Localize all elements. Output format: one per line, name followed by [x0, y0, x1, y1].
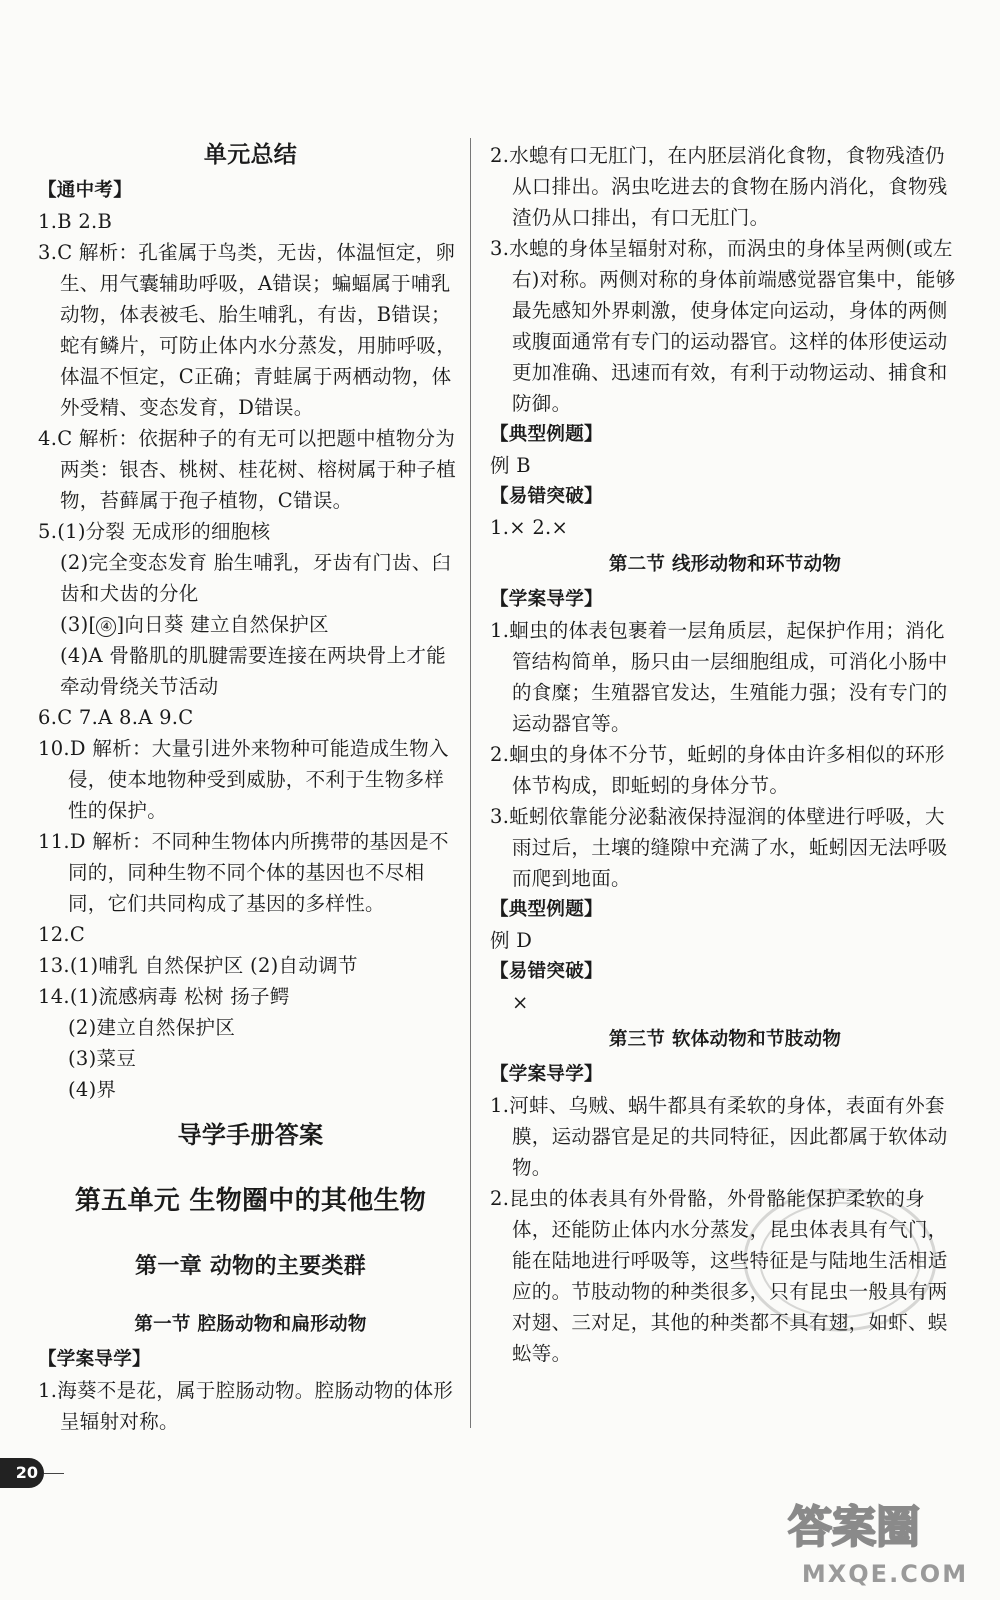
- s2-answer-1: 1.蛔虫的体表包裹着一层角质层，起保护作用；消化管结构简单，肠只由一层细胞组成，可消化小肠中的食糜；生殖器官发达，生殖能力强；没有专门的运动器官等。: [490, 619, 948, 735]
- tag-xuean-3: 【学案导学】: [490, 1064, 603, 1085]
- stamp-watermark-icon: [740, 1180, 940, 1340]
- example-2: 例 D: [490, 929, 533, 952]
- yicuo-answers-2: ×: [512, 991, 529, 1014]
- answer-q5-1: 5.(1)分裂 无成形的细胞核: [38, 520, 271, 543]
- tag-tongzhongkao: 【通中考】: [38, 180, 133, 201]
- left-column: [38, 140, 463, 1437]
- answer-q14-3: (3)菜豆: [68, 1047, 137, 1070]
- s1-answer-2: 2.水螅有口无肛门，在内胚层消化食物，食物残渣仍从口排出。涡虫吃进去的食物在肠内消化，食物残渣仍从口排出，有口无肛门。: [490, 144, 948, 229]
- tag-yicuo-2: 【易错突破】: [490, 961, 603, 982]
- yicuo-answers-1: 1.× 2.×: [490, 516, 569, 539]
- page-number-rule: [44, 1473, 64, 1474]
- answer-q14-4: (4)界: [68, 1078, 117, 1101]
- tag-yicuo-1: 【易错突破】: [490, 486, 603, 507]
- s3-answer-1: 1.河蚌、乌贼、蜗牛都具有柔软的身体，表面有外套膜，运动器官是足的共同特征，因此都属于软体动物。: [490, 1094, 948, 1179]
- watermark-logo-text: 答案圈: [788, 1502, 920, 1553]
- tag-dianxing-1: 【典型例题】: [490, 424, 603, 445]
- answer-line: 1.B 2.B: [38, 210, 113, 233]
- s2-answer-3: 3.蚯蚓依靠能分泌黏液保持湿润的体壁进行呼吸，大雨过后，土壤的缝隙中充满了水，蚯蚓因无法呼吸而爬到地面。: [490, 805, 948, 890]
- s1-answer-3: 3.水螅的身体呈辐射对称，而涡虫的身体呈两侧(或左右)对称。两侧对称的身体前端感觉器官集中，能够最先感知外界刺激，使身体定向运动，身体的两侧或腹面通常有专门的运动器官。这样的体形使运动更加准确、迅速而有效，有利于动物运动、捕食和防御。: [490, 237, 956, 415]
- watermark-text: MXQE.COM: [801, 1560, 969, 1588]
- tag-dianxing-2: 【典型例题】: [490, 899, 603, 920]
- answer-q11: 11.D 解析：不同种生物体内所携带的基因是不同的，同种生物不同个体的基因也不尽相同，它们共同构成了基因的多样性。: [38, 830, 449, 915]
- site-watermark: [780, 1490, 990, 1590]
- answer-q5-4: (4)A 骨骼肌的肌腱需要连接在两块骨上才能牵动骨绕关节活动: [60, 644, 447, 698]
- chapter1-title: 第一章 动物的主要类群: [135, 1254, 366, 1279]
- answer-q14-2: (2)建立自然保护区: [68, 1016, 236, 1039]
- answer-q12: 12.C: [38, 923, 86, 946]
- page-number: 20: [0, 1458, 44, 1488]
- circled-number: ④: [96, 617, 116, 637]
- section2-title: 第二节 线形动物和环节动物: [608, 554, 842, 575]
- unit5-title: 第五单元 生物圈中的其他生物: [74, 1186, 427, 1216]
- answer-q6-9: 6.C 7.A 8.A 9.C: [38, 706, 194, 729]
- section3-title: 第三节 软体动物和节肢动物: [608, 1029, 842, 1050]
- answer-q10: 10.D 解析：大量引进外来物种可能造成生物入侵，使本地物种受到威胁，不利于生物多样性的保护。: [38, 737, 449, 822]
- s1-answer-1: 1.海葵不是花，属于腔肠动物。腔肠动物的体形呈辐射对称。: [38, 1379, 454, 1433]
- answer-q13: 13.(1)哺乳 自然保护区 (2)自动调节: [38, 954, 358, 977]
- section1-title: 第一节 腔肠动物和扁形动物: [134, 1314, 367, 1335]
- s2-answer-2: 2.蛔虫的身体不分节，蚯蚓的身体由许多相似的环形体节构成，即蚯蚓的身体分节。: [490, 743, 945, 797]
- unit-summary-title: 单元总结: [203, 142, 298, 168]
- answer-q5-2: (2)完全变态发育 胎生哺乳，牙齿有门齿、臼齿和犬齿的分化: [60, 551, 452, 605]
- tag-xuean-2: 【学案导学】: [490, 589, 603, 610]
- column-divider: [470, 138, 471, 1428]
- guide-title: 导学手册答案: [177, 1121, 324, 1149]
- answer-q5-3b: ]向日葵 建立自然保护区: [116, 613, 329, 636]
- answer-q5-3: [38, 609, 463, 640]
- answer-line: 4.C 解析：依据种子的有无可以把题中植物分为两类：银杏、桃树、桂花树、榕树属于种子植物，苔藓属于孢子植物，C错误。: [38, 427, 457, 512]
- answer-q5-3a: (3)[: [60, 613, 97, 636]
- example-1: 例 B: [490, 454, 531, 477]
- answer-q14-1: 14.(1)流感病毒 松树 扬子鳄: [38, 985, 290, 1008]
- watermark-logo-icon: [780, 1490, 990, 1560]
- s3-answer-2: 2.昆虫的体表具有外骨骼，外骨骼能保护柔软的身体，还能防止体内水分蒸发，昆虫体表具有气门，能在陆地进行呼吸等，这些特征是与陆地生活相适应的。节肢动物的种类很多，只有昆虫一般具有两对翅、三对足，其他的种类都不具有翅，如虾、蜈蚣等。: [490, 1187, 948, 1365]
- tag-xuean: 【学案导学】: [38, 1349, 151, 1370]
- answer-line: 3.C 解析：孔雀属于鸟类，无齿，体温恒定，卵生、用气囊辅助呼吸，A错误；蝙蝠属于哺乳动物，体表被毛、胎生哺乳，有齿，B错误；蛇有鳞片，可防止体内水分蒸发，用肺呼吸，体温不恒定，C正确；青蛙属于两栖动物，体外受精、变态发育，D错误。: [38, 241, 457, 419]
